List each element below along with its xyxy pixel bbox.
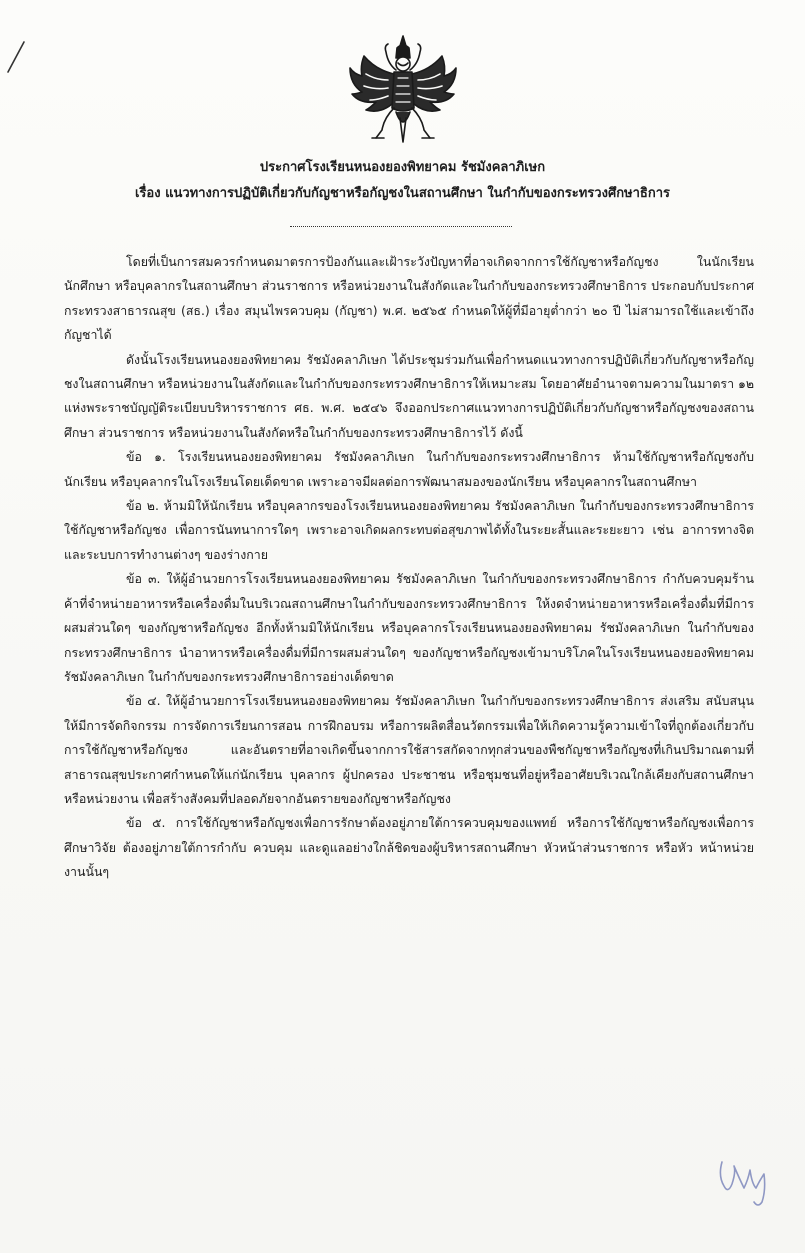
announcement-subject: เรื่อง แนวทางการปฏิบัติเกี่ยวกับกัญชาหรือกัญชงในสถานศึกษา ในกำกับของกระทรวงศึกษาธิการ <box>134 186 671 201</box>
clause-2: ข้อ ๒. ห้ามมิให้นักเรียน หรือบุคลากรของโรงเรียนหนองยองพิทยาคม รัชมังคลาภิเษก ในกำกับของกระทรวงศึกษาธิการ ใช้กัญชาหรือกัญชง เพื่อการนันทนาการใดๆ เพราะอาจเกิดผลกระทบต่อสุขภาพได้ทั้งในระยะสั้นและระยะยาว เช่น อาการทางจิต และระบบการทำงานต่างๆ ของร่างกาย <box>64 498 754 562</box>
dotted-divider <box>290 226 512 227</box>
clause-4: ข้อ ๔. ให้ผู้อำนวยการโรงเรียนหนองยองพิทยาคม รัชมังคลาภิเษก ในกำกับของกระทรวงศึกษาธิการ ส่งเสริม สนับสนุนให้มีการจัดกิจกรรม การจัดการเรียนการสอน การฝึกอบรม หรือการผลิตสื่อนวัตกรรมเพื่อให้เกิดความรู้ความเข้าใจที่ถูกต้องเกี่ยวกับการใช้กัญชาหรือกัญชง และอันตรายที่อาจเกิดขึ้นจากการใช้สารสกัดจากทุกส่วนของพืชกัญชาหรือกัญชงที่เกินปริมาณตามที่สาธารณสุขประกาศกำหนดให้แก่นักเรียน บุคลากร ผู้ปกครอง ประชาชน หรือชุมชนที่อยู่หรืออาศัยบริเวณใกล้เคียงกับสถานศึกษาหรือหน่วยงาน เพื่อสร้างสังคมที่ปลอดภัยจากอันตรายของกัญชาหรือกัญชง <box>64 693 754 806</box>
paragraph-authority: ดังนั้นโรงเรียนหนองยองพิทยาคม รัชมังคลาภิเษก ได้ประชุมร่วมกันเพื่อกำหนดแนวทางการปฏิบัติเกี่ยวกับกัญชาหรือกัญชงในสถานศึกษา หรือหน่วยงานในสังกัดและในกำกับของกระทรวงศึกษาธิการให้เหมาะสม โดยอาศัยอำนาจตามความในมาตรา ๑๒ แห่งพระราชบัญญัติระเบียบบริหารราชการ ศธ. พ.ศ. ๒๕๔๖ จึงออกประกาศแนวทางการปฏิบัติเกี่ยวกับกัญชาหรือกัญชงของสถานศึกษา ส่วนราชการ หรือหน่วยงานในสังกัดหรือในกำกับของกระทรวงศึกษาธิการไว้ ดังนี้ <box>64 351 755 440</box>
clause-3: ข้อ ๓. ให้ผู้อำนวยการโรงเรียนหนองยองพิทยาคม รัชมังคลาภิเษก ในกำกับของกระทรวงศึกษาธิการ กำกับควบคุมร้านค้าที่จำหน่ายอาหารหรือเครื่องดื่มในบริเวณสถานศึกษาในกำกับของกระทรวงศึกษาธิการ ให้งดจำหน่ายอาหารหรือเครื่องดื่มที่มีการผสมส่วนใดๆ ของกัญชาหรือกัญชง อีกทั้งห้ามมิให้นักเรียน หรือบุคลากรโรงเรียนหนองยองพิทยาคม รัชมังคลาภิเษก ในกำกับของกระทรวงศึกษาธิการ นำอาหารหรือเครื่องดื่มที่มีการผสมส่วนใดๆ ของกัญชาหรือกัญชงเข้ามาบริโภคในโรงเรียนหนองยองพิทยาคม รัชมังคลาภิเษก ในกำกับของกระทรวงศึกษาธิการอย่างเด็ดขาด <box>64 571 754 684</box>
clause-5: ข้อ ๕. การใช้กัญชาหรือกัญชงเพื่อการรักษาต้องอยู่ภายใต้การควบคุมของแพทย์ หรือการใช้กัญชาหรือกัญชงเพื่อการศึกษาวิจัย ต้องอยู่ภายใต้การกำกับ ควบคุม และดูแลอย่างใกล้ชิดของผู้บริหารสถานศึกษา หัวหน้าส่วนราชการ หรือหัว หน้าหน่วยงานนั้นๆ <box>64 815 754 880</box>
paragraph-preamble: โดยที่เป็นการสมควรกำหนดมาตรการป้องกันและเฝ้าระวังปัญหาที่อาจเกิดจากการใช้กัญชาหรือกัญชง ในนักเรียน นักศึกษา หรือบุคลากรในสถานศึกษา ส่วนราชการ หรือหน่วยงานในสังกัดและในกำกับของกระทรวงศึกษาธิการ ประกอบกับประกาศกระทรวงสาธารณสุข (สธ.) เรื่อง สมุนไพรควบคุม (กัญชา) พ.ศ. ๒๕๖๕ กำหนดให้ผู้ที่มีอายุต่ำกว่า ๒๐ ปี ไม่สามารถใช้และเข้าถึงกัญชาได้ <box>64 254 754 343</box>
clause-1: ข้อ ๑. โรงเรียนหนองยองพิทยาคม รัชมังคลาภิเษก ในกำกับของกระทรวงศึกษาธิการ ห้ามใช้กัญชาหรือกัญชงกับนักเรียน หรือบุคลากรในโรงเรียนโดยเด็ดขาด เพราะอาจมีผลต่อการพัฒนาสมองของนักเรียน หรือบุคลากรในสถานศึกษา <box>64 449 754 489</box>
pen-stroke-mark <box>4 40 28 74</box>
announcement-body <box>64 250 754 885</box>
handwritten-signature <box>714 1150 780 1210</box>
garuda-emblem-icon <box>348 34 458 146</box>
announcement-title: ประกาศโรงเรียนหนองยองพิทยาคม รัชมังคลาภิเษก <box>259 160 546 175</box>
